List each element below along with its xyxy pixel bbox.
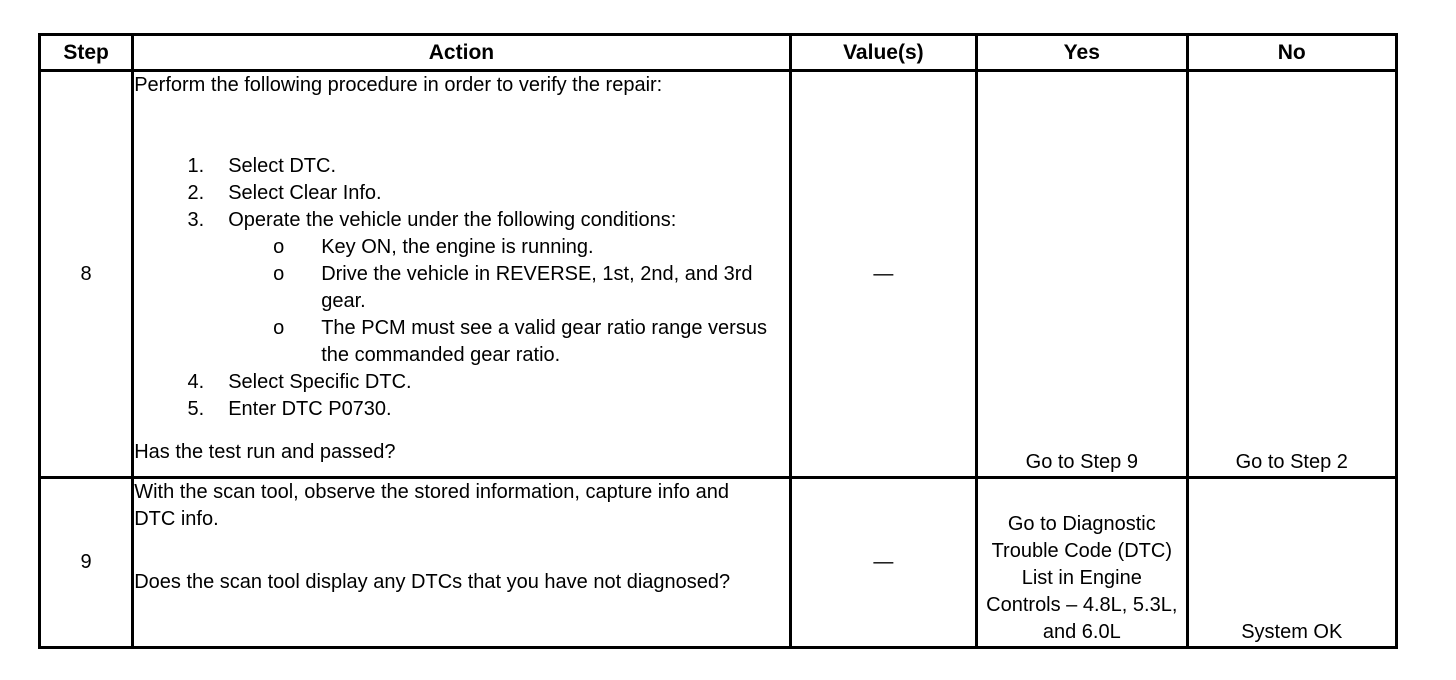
bullet-icon: o: [273, 263, 285, 285]
procedure-step: [134, 207, 788, 369]
procedure-step: [134, 153, 788, 180]
condition-item: [228, 234, 788, 261]
procedure-step-number: 2.: [187, 182, 205, 204]
procedure-step: [134, 180, 788, 207]
procedure-step-number: 5.: [187, 398, 205, 420]
procedure-step-number: 1.: [187, 155, 205, 177]
condition-list: [228, 234, 788, 369]
procedure-list: [134, 153, 788, 423]
procedure-step-text: Enter DTC P0730.: [228, 398, 392, 420]
header-step: Step: [40, 35, 133, 71]
action-cell: [133, 478, 790, 648]
yes-result: Go to Diagnostic Trouble Code (DTC) List in Engine Controls – 4.8L, 5.3L, and 6.0L: [986, 513, 1178, 643]
action-question: Has the test run and passed?: [134, 441, 396, 463]
header-no: No: [1187, 35, 1396, 71]
condition-text: Drive the vehicle in REVERSE, 1st, 2nd, and 3rd gear.: [321, 263, 753, 312]
procedure-step: [134, 396, 788, 423]
header-yes: Yes: [977, 35, 1187, 71]
procedure-step-number: 4.: [187, 371, 205, 393]
no-result: Go to Step 2: [1187, 71, 1396, 478]
header-row: [40, 35, 1397, 71]
procedure-step-text: Select Clear Info.: [228, 182, 382, 204]
header-action: Action: [133, 35, 790, 71]
value-cell: —: [790, 478, 976, 648]
yes-result: Go to Step 9: [977, 71, 1187, 478]
bullet-icon: o: [273, 317, 285, 339]
procedure-step-number: 3.: [187, 209, 205, 231]
action-intro: Perform the following procedure in order to verify the repair:: [134, 74, 663, 96]
procedure-step-text: Operate the vehicle under the following conditions:: [228, 209, 677, 231]
condition-text: The PCM must see a valid gear ratio range versus the commanded gear ratio.: [321, 317, 767, 366]
action-intro: With the scan tool, observe the stored information, capture info and DTC info.: [134, 481, 729, 530]
condition-item: [228, 315, 788, 369]
header-values: Value(s): [790, 35, 976, 71]
action-cell: [133, 71, 790, 478]
diagnostic-table: [38, 33, 1398, 649]
procedure-step-text: Select DTC.: [228, 155, 337, 177]
condition-text: Key ON, the engine is running.: [321, 236, 594, 258]
step-number: 8: [40, 71, 133, 478]
no-result: System OK: [1187, 478, 1396, 648]
condition-item: [228, 261, 788, 315]
step-number: 9: [40, 478, 133, 648]
action-question: Does the scan tool display any DTCs that you have not diagnosed?: [134, 571, 731, 593]
table-row-step-8: [40, 71, 1397, 478]
bullet-icon: o: [273, 236, 285, 258]
value-cell: —: [790, 71, 976, 478]
procedure-step: [134, 369, 788, 396]
table-row-step-9: [40, 478, 1397, 648]
procedure-step-text: Select Specific DTC.: [228, 371, 412, 393]
